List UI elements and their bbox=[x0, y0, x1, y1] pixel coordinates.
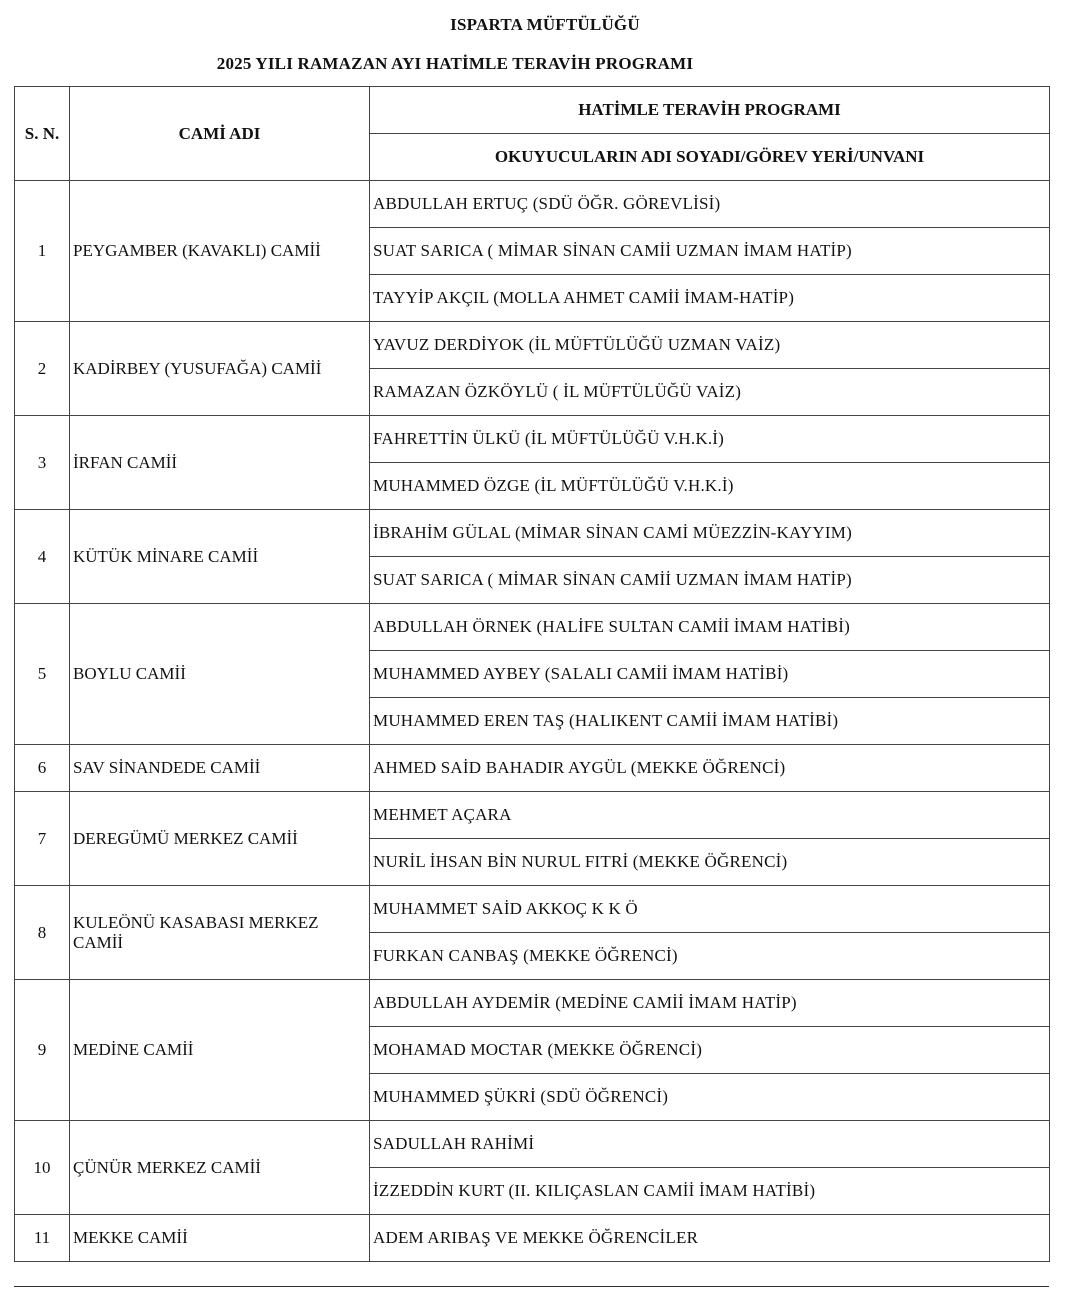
row-number: 9 bbox=[15, 980, 70, 1121]
row-number: 3 bbox=[15, 416, 70, 510]
row-number: 2 bbox=[15, 322, 70, 416]
table-row bbox=[15, 1215, 1050, 1262]
reader-entry: YAVUZ DERDİYOK (İL MÜFTÜLÜĞÜ UZMAN VAİZ) bbox=[370, 322, 1050, 369]
row-number: 10 bbox=[15, 1121, 70, 1215]
reader-entry: SADULLAH RAHİMİ bbox=[370, 1121, 1050, 1168]
table-body bbox=[15, 181, 1050, 1262]
reader-entry: MUHAMMET SAİD AKKOÇ K K Ö bbox=[370, 886, 1050, 933]
table-row bbox=[15, 322, 1050, 369]
reader-entry: NURİL İHSAN BİN NURUL FITRİ (MEKKE ÖĞRENCİ) bbox=[370, 839, 1050, 886]
mosque-name: MEDİNE CAMİİ bbox=[70, 980, 370, 1121]
row-number: 4 bbox=[15, 510, 70, 604]
reader-entry: AHMED SAİD BAHADIR AYGÜL (MEKKE ÖĞRENCİ) bbox=[370, 745, 1050, 792]
mosque-name: SAV SİNANDEDE CAMİİ bbox=[70, 745, 370, 792]
reader-entry: ABDULLAH AYDEMİR (MEDİNE CAMİİ İMAM HATİP) bbox=[370, 980, 1050, 1027]
table-row bbox=[15, 416, 1050, 463]
table-row bbox=[15, 745, 1050, 792]
table-row bbox=[15, 1121, 1050, 1168]
row-number: 6 bbox=[15, 745, 70, 792]
reader-entry: MOHAMAD MOCTAR (MEKKE ÖĞRENCİ) bbox=[370, 1027, 1050, 1074]
header-readers: OKUYUCULARIN ADI SOYADI/GÖREV YERİ/UNVANI bbox=[370, 134, 1050, 181]
row-number: 8 bbox=[15, 886, 70, 980]
reader-entry: SUAT SARICA ( MİMAR SİNAN CAMİİ UZMAN İMAM HATİP) bbox=[370, 228, 1050, 275]
reader-entry: ABDULLAH ÖRNEK (HALİFE SULTAN CAMİİ İMAM HATİBİ) bbox=[370, 604, 1050, 651]
reader-entry: ADEM ARIBAŞ VE MEKKE ÖĞRENCİLER bbox=[370, 1215, 1050, 1262]
reader-entry: FURKAN CANBAŞ (MEKKE ÖĞRENCİ) bbox=[370, 933, 1050, 980]
mosque-name: İRFAN CAMİİ bbox=[70, 416, 370, 510]
mosque-name: KADİRBEY (YUSUFAĞA) CAMİİ bbox=[70, 322, 370, 416]
reader-entry: TAYYİP AKÇIL (MOLLA AHMET CAMİİ İMAM-HATİP) bbox=[370, 275, 1050, 322]
reader-entry: İBRAHİM GÜLAL (MİMAR SİNAN CAMİ MÜEZZİN-KAYYIM) bbox=[370, 510, 1050, 557]
table-row bbox=[15, 604, 1050, 651]
reader-entry: FAHRETTİN ÜLKÜ (İL MÜFTÜLÜĞÜ V.H.K.İ) bbox=[370, 416, 1050, 463]
reader-entry: İZZEDDİN KURT (II. KILIÇASLAN CAMİİ İMAM HATİBİ) bbox=[370, 1168, 1050, 1215]
row-number: 1 bbox=[15, 181, 70, 322]
row-number: 11 bbox=[15, 1215, 70, 1262]
reader-entry: MEHMET AÇARA bbox=[370, 792, 1050, 839]
header-sn: S. N. bbox=[15, 87, 70, 181]
header-program: HATİMLE TERAVİH PROGRAMI bbox=[370, 87, 1050, 134]
reader-entry: MUHAMMED ÖZGE (İL MÜFTÜLÜĞÜ V.H.K.İ) bbox=[370, 463, 1050, 510]
row-number: 7 bbox=[15, 792, 70, 886]
footer-divider bbox=[14, 1286, 1049, 1287]
header-mosque-name: CAMİ ADI bbox=[70, 87, 370, 181]
reader-entry: MUHAMMED AYBEY (SALALI CAMİİ İMAM HATİBİ) bbox=[370, 651, 1050, 698]
mosque-name: MEKKE CAMİİ bbox=[70, 1215, 370, 1262]
mosque-name: PEYGAMBER (KAVAKLI) CAMİİ bbox=[70, 181, 370, 322]
mosque-name: BOYLU CAMİİ bbox=[70, 604, 370, 745]
row-number: 5 bbox=[15, 604, 70, 745]
teravih-program-table bbox=[14, 86, 1050, 1262]
reader-entry: MUHAMMED EREN TAŞ (HALIKENT CAMİİ İMAM HATİBİ) bbox=[370, 698, 1050, 745]
document-subtitle: 2025 YILI RAMAZAN AYI HATİMLE TERAVİH PROGRAMI bbox=[216, 54, 694, 73]
mosque-name: ÇÜNÜR MERKEZ CAMİİ bbox=[70, 1121, 370, 1215]
mosque-name: KÜTÜK MİNARE CAMİİ bbox=[70, 510, 370, 604]
table-row bbox=[15, 181, 1050, 228]
mosque-name: DEREGÜMÜ MERKEZ CAMİİ bbox=[70, 792, 370, 886]
table-row bbox=[15, 792, 1050, 839]
table-row bbox=[15, 886, 1050, 933]
reader-entry: SUAT SARICA ( MİMAR SİNAN CAMİİ UZMAN İMAM HATİP) bbox=[370, 557, 1050, 604]
table-row bbox=[15, 510, 1050, 557]
reader-entry: MUHAMMED ŞÜKRİ (SDÜ ÖĞRENCİ) bbox=[370, 1074, 1050, 1121]
document-title: ISPARTA MÜFTÜLÜĞÜ bbox=[450, 15, 640, 34]
table-row bbox=[15, 980, 1050, 1027]
reader-entry: RAMAZAN ÖZKÖYLÜ ( İL MÜFTÜLÜĞÜ VAİZ) bbox=[370, 369, 1050, 416]
reader-entry: ABDULLAH ERTUÇ (SDÜ ÖĞR. GÖREVLİSİ) bbox=[370, 181, 1050, 228]
mosque-name: KULEÖNÜ KASABASI MERKEZ CAMİİ bbox=[70, 886, 370, 980]
